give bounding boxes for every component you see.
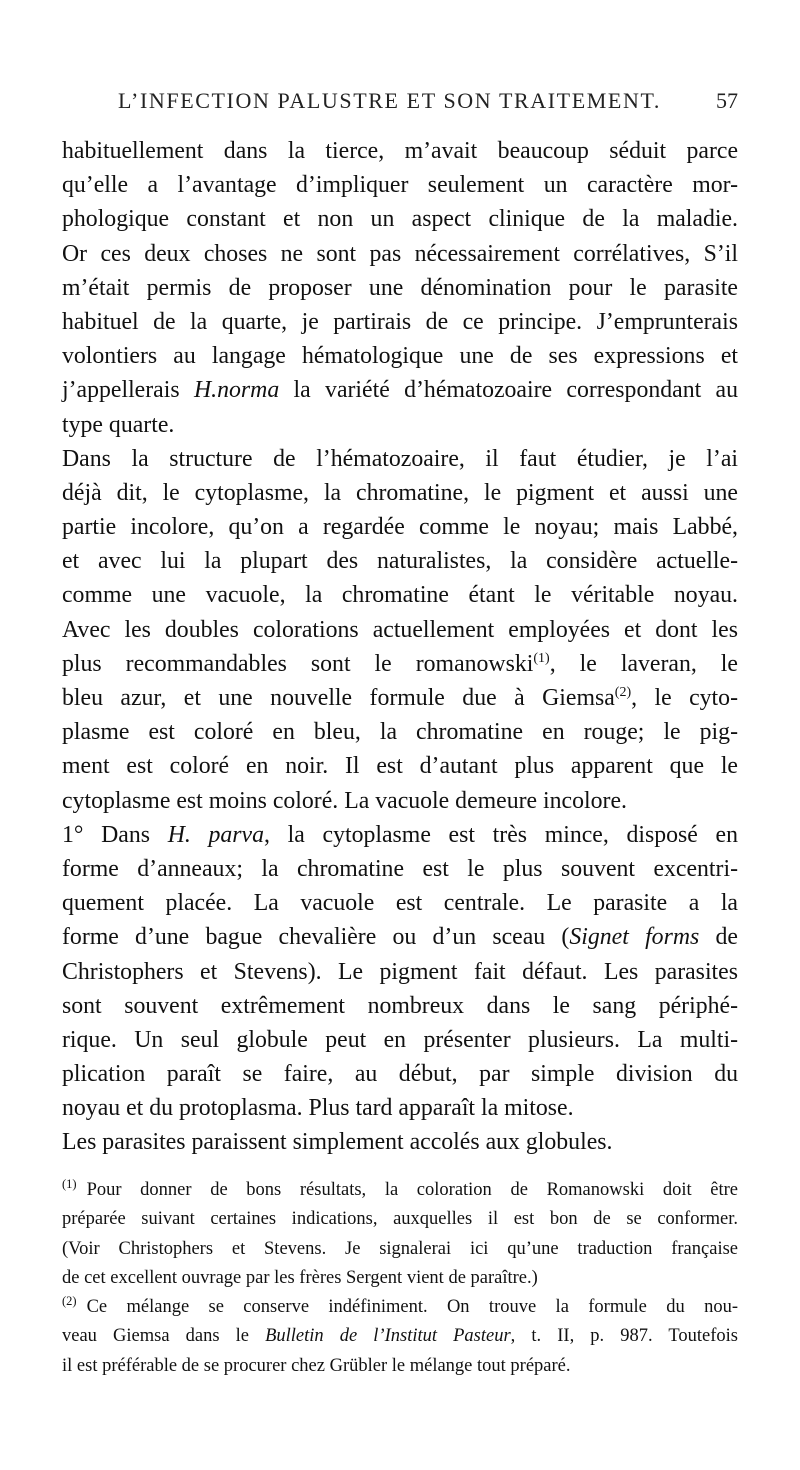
text-segment: , le laveran, le: [549, 650, 738, 677]
text-line: volontiers au langage hématologique une de ses expressions et: [62, 343, 738, 370]
text-segment: , le cyto-: [631, 685, 738, 711]
text-segment: , la cytoplasme est très mince, disposé en: [264, 821, 738, 848]
text-line: noyau et du protoplasma. Plus tard apparaît la mitose.: [62, 1095, 574, 1122]
text-line: partie incolore, qu’on a regardée comme le noyau; mais Labbé,: [62, 514, 738, 541]
italic-term: H.norma: [193, 377, 280, 404]
footnote-line: [62, 1176, 738, 1205]
text-line: ment est coloré en noir. Il est d’autant plus apparent que le: [62, 753, 738, 780]
text-line: plasme est coloré en bleu, la chromatine en rouge; le pig-: [62, 719, 738, 746]
text-line: [62, 920, 738, 954]
footnote-line: (Voir Christophers et Stevens. Je signalerai ici qu’une traduction française: [62, 1238, 738, 1259]
page-number: 57: [716, 88, 738, 113]
text-line: quement placée. La vacuole est centrale. Le parasite a la: [62, 890, 738, 917]
text-segment: , t. II, p. 987. Toutefois: [510, 1326, 738, 1347]
text-line: Avec les doubles colorations actuellement employées et dont les: [62, 616, 738, 643]
text-line: [62, 681, 738, 715]
text-line: [62, 647, 738, 681]
text-line: plication paraît se faire, au début, par simple division du: [62, 1061, 738, 1088]
footnote-line: de cet excellent ouvrage par les frères Sergent vient de paraître.): [62, 1267, 538, 1288]
footnote-marker: (1): [62, 1176, 77, 1191]
text-segment: bleu azur, et une nouvelle formule due à Giemsa: [62, 685, 615, 711]
text-line: Les parasites paraissent simplement accolés aux globules.: [62, 1129, 613, 1156]
text-line: phologique constant et non un aspect clinique de la maladie.: [62, 206, 738, 233]
text-line: type quarte.: [62, 411, 175, 438]
footnotes: [62, 1176, 738, 1381]
footnote-line: [62, 1293, 738, 1322]
text-line: déjà dit, le cytoplasme, la chromatine, le pigment et aussi une: [62, 479, 738, 506]
text-line: rique. Un seul globule peut en présenter plusieurs. La multi-: [62, 1026, 738, 1053]
text-line: qu’elle a l’avantage d’impliquer seulement un caractère mor-: [62, 172, 738, 199]
text-line: habituellement dans la tierce, m’avait beaucoup séduit parce: [62, 138, 738, 164]
text-line: cytoplasme est moins coloré. La vacuole demeure incolore.: [62, 787, 627, 814]
footnote-text: Ce mélange se conserve indéfiniment. On trouve la formule du nou-: [86, 1297, 738, 1318]
footnote-line: [62, 1322, 738, 1351]
text-line: [62, 373, 738, 407]
footnote-ref: (1): [533, 650, 550, 666]
text-segment: forme d’une bague chevalière ou d’un sceau (: [62, 924, 570, 951]
footnote-marker: (2): [62, 1294, 77, 1309]
text-line: Christophers et Stevens). Le pigment fait défaut. Les parasites: [62, 958, 738, 985]
italic-term: H. parva: [167, 821, 265, 848]
text-segment: j’appellerais: [62, 377, 194, 404]
text-line: sont souvent extrêmement nombreux dans le sang périphé-: [62, 992, 738, 1019]
italic-citation: Bulletin de l’Institut Pasteur: [265, 1326, 511, 1347]
footnote-text: Pour donner de bons résultats, la coloration de Romanowski doit être: [86, 1180, 738, 1200]
text-segment: 1° Dans: [62, 821, 168, 848]
body-text: [62, 134, 738, 1160]
text-line: Or ces deux choses ne sont pas nécessairement corrélatives, S’il: [62, 240, 738, 267]
running-title: L’INFECTION PALUSTRE ET SON TRAITEMENT.: [118, 88, 661, 113]
text-line: habituel de la quarte, je partirais de ce principe. J’emprunterais: [62, 308, 738, 335]
text-line: m’était permis de proposer une dénomination pour le parasite: [62, 274, 738, 301]
footnote-line: il est préférable de se procurer chez Grübler le mélange tout préparé.: [62, 1355, 571, 1376]
text-line: Dans la structure de l’hématozoaire, il faut étudier, je l’ai: [62, 445, 738, 472]
italic-term: Signet forms: [569, 924, 700, 951]
text-segment: plus recommandables sont le romanowski: [62, 650, 534, 677]
footnote-line: préparée suivant certaines indications, auxquelles il est bon de se conformer.: [62, 1209, 738, 1230]
text-line: comme une vacuole, la chromatine étant le véritable noyau.: [62, 582, 738, 609]
running-header: [62, 88, 738, 128]
text-line: forme d’anneaux; la chromatine est le plus souvent excentri-: [62, 855, 738, 882]
text-line: [62, 818, 738, 852]
text-line: et avec lui la plupart des naturalistes, la considère actuelle-: [62, 548, 738, 575]
text-segment: veau Giemsa dans le: [62, 1326, 266, 1347]
text-segment: la variété d’hématozoaire correspondant au: [279, 377, 738, 404]
text-segment: de: [699, 924, 738, 951]
footnote-ref: (2): [614, 685, 632, 701]
